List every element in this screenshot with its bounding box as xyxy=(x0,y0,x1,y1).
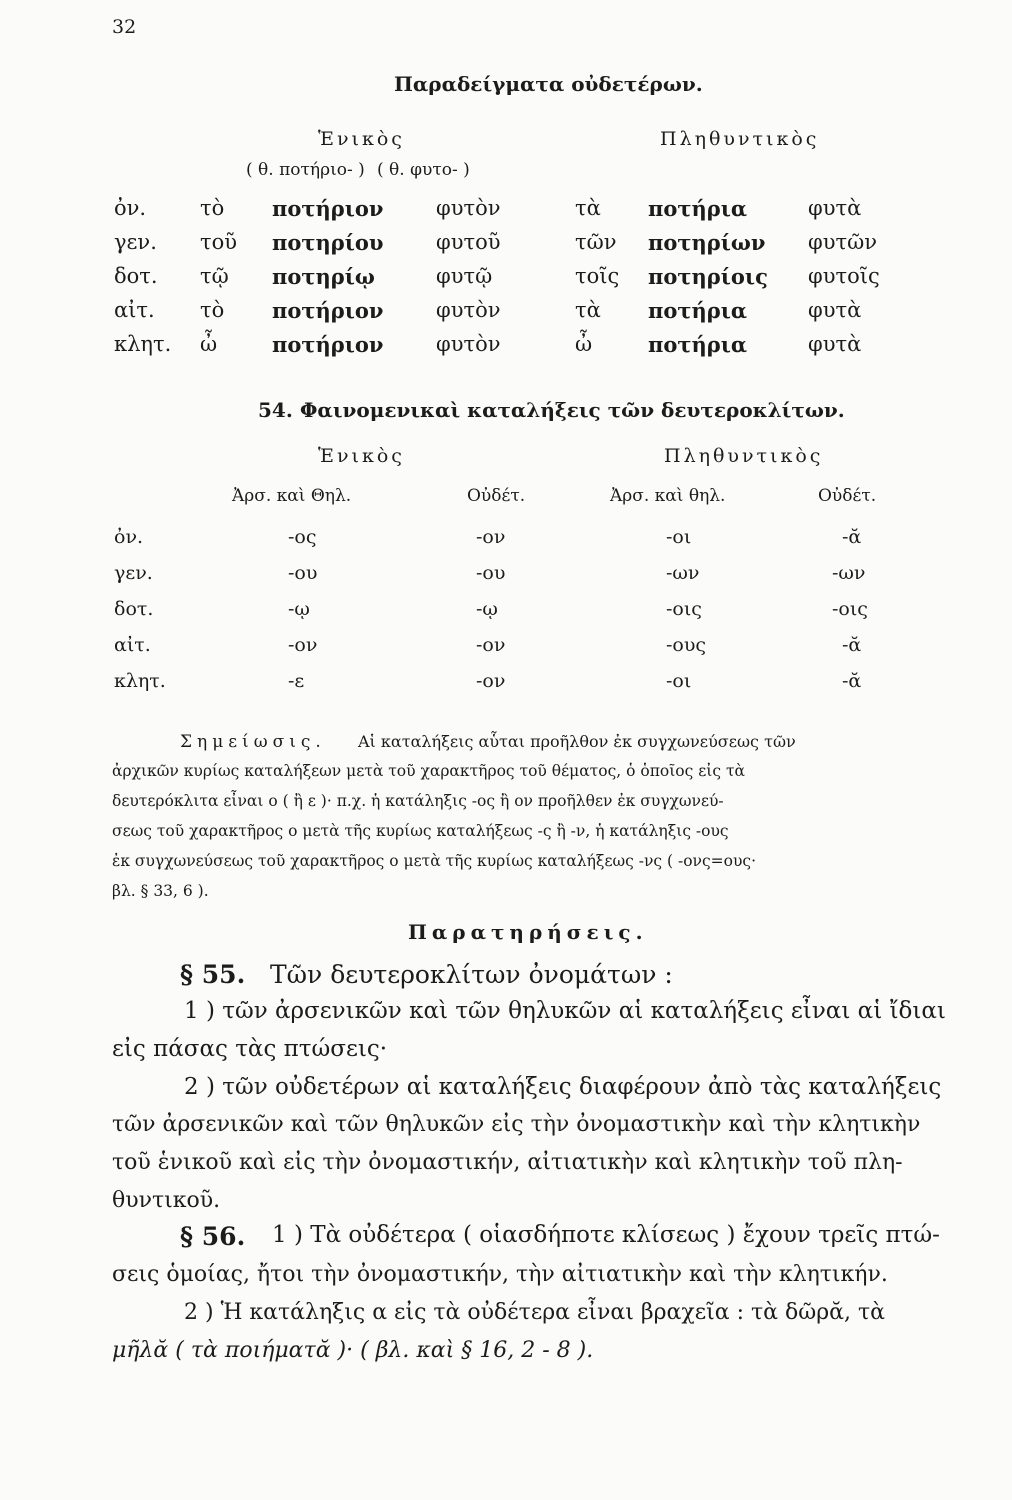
note-line: ἀρχικῶν κυρίως καταλήξεων μετὰ τοῦ χαρακτῆρος τοῦ θέματος, ὁ ὁποῖος εἰς τὰ xyxy=(112,762,745,780)
word-form: φυτῶν xyxy=(808,230,877,254)
ending: -ους xyxy=(666,634,707,656)
section-mark: § 55. xyxy=(180,960,246,989)
note-line: ἐκ συγχωνεύσεως τοῦ χαρακτῆρος ο μετὰ τῆς κυρίως καταλήξεως -νς ( -ονς=ους· xyxy=(112,852,756,870)
word-form: ποτήρια xyxy=(648,298,748,323)
case-label: αἰτ. xyxy=(114,298,155,322)
ending: -ᾰ xyxy=(842,634,862,656)
paragraph-line: εἰς πάσας τὰς πτώσεις· xyxy=(112,1036,388,1062)
stem-label: ( θ. ποτήριο- ) xyxy=(246,160,365,180)
paragraph-line: σεις ὁμοίας, ἤτοι τὴν ὀνομαστικήν, τὴν αἰτιατικὴν καὶ τὴν κλητικήν. xyxy=(112,1262,888,1287)
ending: -ον xyxy=(476,670,506,692)
word-form: φυτὸν xyxy=(436,298,501,322)
word-form: ποτήριον xyxy=(272,298,384,323)
paragraph-line: τῶν ἀρσενικῶν καὶ τῶν θηλυκῶν εἰς τὴν ὀνομαστικὴν καὶ τὴν κλητικὴν xyxy=(112,1112,921,1137)
section-title: Παραδείγματα οὐδετέρων. xyxy=(394,72,703,96)
ending: -οις xyxy=(666,598,702,620)
plural-label: Πληθυντικὸς xyxy=(664,445,824,467)
ending: -ον xyxy=(476,526,506,548)
ending: -ον xyxy=(288,634,318,656)
word-form: φυτῷ xyxy=(436,264,493,288)
word-form: ποτηρίων xyxy=(648,230,766,255)
column-header: Ἀρσ. καὶ Θηλ. xyxy=(232,486,352,506)
case-label: ὀν. xyxy=(114,526,144,548)
stem-label: ( θ. φυτο- ) xyxy=(377,160,470,180)
column-header: Ἀρσ. καὶ θηλ. xyxy=(610,486,726,506)
ending: -οις xyxy=(832,598,868,620)
article: τὰ xyxy=(575,196,601,220)
note-line: βλ. § 33, 6 ). xyxy=(112,882,209,900)
word-form: φυτὰ xyxy=(808,196,862,220)
word-form: ποτηρίῳ xyxy=(272,264,375,289)
case-label: γεν. xyxy=(114,562,153,584)
word-form: φυτὸν xyxy=(436,196,501,220)
word-form: ποτήρια xyxy=(648,196,748,221)
observations-heading: Παρατηρήσεις. xyxy=(408,920,648,944)
ending: -ου xyxy=(476,562,506,584)
article: τοῦ xyxy=(200,230,238,254)
note-line: σεως τοῦ χαρακτῆρος ο μετὰ τῆς κυρίως καταλήξεως -ς ἢ -ν, ἡ κατάληξις -ους xyxy=(112,822,729,840)
singular-label: Ἑνικὸς xyxy=(318,128,405,150)
paragraph-line: 1 ) τῶν ἀρσενικῶν καὶ τῶν θηλυκῶν αἱ καταλήξεις εἶναι αἱ ἴδιαι xyxy=(184,998,946,1024)
word-form: ποτήριον xyxy=(272,196,384,221)
word-form: φυτοῦ xyxy=(436,230,501,254)
article: τὸ xyxy=(200,196,225,220)
ending: -ων xyxy=(666,562,700,584)
word-form: φυτοῖς xyxy=(808,264,880,288)
case-label: αἰτ. xyxy=(114,634,151,656)
article: τῶν xyxy=(575,230,617,254)
paragraph-line: θυντικοῦ. xyxy=(112,1188,221,1213)
ending: -ῳ xyxy=(476,598,498,620)
word-form: φυτὸν xyxy=(436,332,501,356)
ending: -ε xyxy=(288,670,305,692)
article: τὸ xyxy=(200,298,225,322)
paragraph-line: Τῶν δευτεροκλίτων ὀνομάτων : xyxy=(270,960,673,989)
article: τῷ xyxy=(200,264,229,288)
paragraph-line: 1 ) Τὰ οὐδέτερα ( οἱασδήποτε κλίσεως ) ἔχουν τρεῖς πτώ- xyxy=(272,1222,940,1248)
section-title: Φαινομενικαὶ καταλήξεις τῶν δευτεροκλίτων. xyxy=(300,398,845,422)
word-form: ποτηρίου xyxy=(272,230,384,255)
column-header: Οὐδέτ. xyxy=(467,486,526,506)
case-label: κλητ. xyxy=(114,670,166,692)
ending: -ος xyxy=(288,526,317,548)
case-label: γεν. xyxy=(114,230,157,254)
plural-label: Πληθυντικὸς xyxy=(660,128,820,150)
section-mark: § 56. xyxy=(180,1222,246,1251)
article: ὦ xyxy=(575,332,593,356)
case-label: ὀν. xyxy=(114,196,147,220)
article: τοῖς xyxy=(575,264,620,288)
word-form: φυτὰ xyxy=(808,298,862,322)
note-line: Αἱ καταλήξεις αὗται προῆλθον ἐκ συγχωνεύσεως τῶν xyxy=(358,732,796,751)
ending: -οι xyxy=(666,526,692,548)
word-form: ποτήριον xyxy=(272,332,384,357)
word-form: ποτήρια xyxy=(648,332,748,357)
page-number: 32 xyxy=(112,16,137,38)
note-line: δευτερόκλιτα εἶναι ο ( ἢ ε )· π.χ. ἡ κατάληξις -ος ἢ ον προῆλθεν ἐκ συγχωνεύ- xyxy=(112,792,724,810)
case-label: δοτ. xyxy=(114,264,158,288)
ending: -ῳ xyxy=(288,598,310,620)
ending: -ου xyxy=(288,562,318,584)
ending: -ον xyxy=(476,634,506,656)
paragraph-line: 2 ) τῶν οὐδετέρων αἱ καταλήξεις διαφέρουν ἀπὸ τὰς καταλήξεις xyxy=(184,1074,942,1100)
word-form: ποτηρίοις xyxy=(648,264,768,289)
column-header: Οὐδέτ. xyxy=(818,486,877,506)
case-label: δοτ. xyxy=(114,598,154,620)
article: τὰ xyxy=(575,298,601,322)
ending: -οι xyxy=(666,670,692,692)
ending: -ᾰ xyxy=(842,670,862,692)
word-form: φυτὰ xyxy=(808,332,862,356)
section-number: 54. xyxy=(258,398,293,422)
note-label: Σημείωσις. xyxy=(180,732,326,752)
ending: -ων xyxy=(832,562,866,584)
paragraph-line: 2 ) Ἡ κατάληξις α εἰς τὰ οὐδέτερα εἶναι βραχεῖα : τὰ δῶρᾰ, τὰ xyxy=(184,1300,886,1325)
paragraph-line: μῆλᾰ ( τὰ ποιήματᾰ )· ( βλ. καὶ § 16, 2 - 8 ). xyxy=(112,1338,594,1363)
singular-label: Ἑνικὸς xyxy=(318,445,405,467)
article: ὦ xyxy=(200,332,218,356)
case-label: κλητ. xyxy=(114,332,172,356)
ending: -ᾰ xyxy=(842,526,862,548)
paragraph-line: τοῦ ἑνικοῦ καὶ εἰς τὴν ὀνομαστικήν, αἰτιατικὴν καὶ κλητικὴν τοῦ πλη- xyxy=(112,1150,903,1175)
